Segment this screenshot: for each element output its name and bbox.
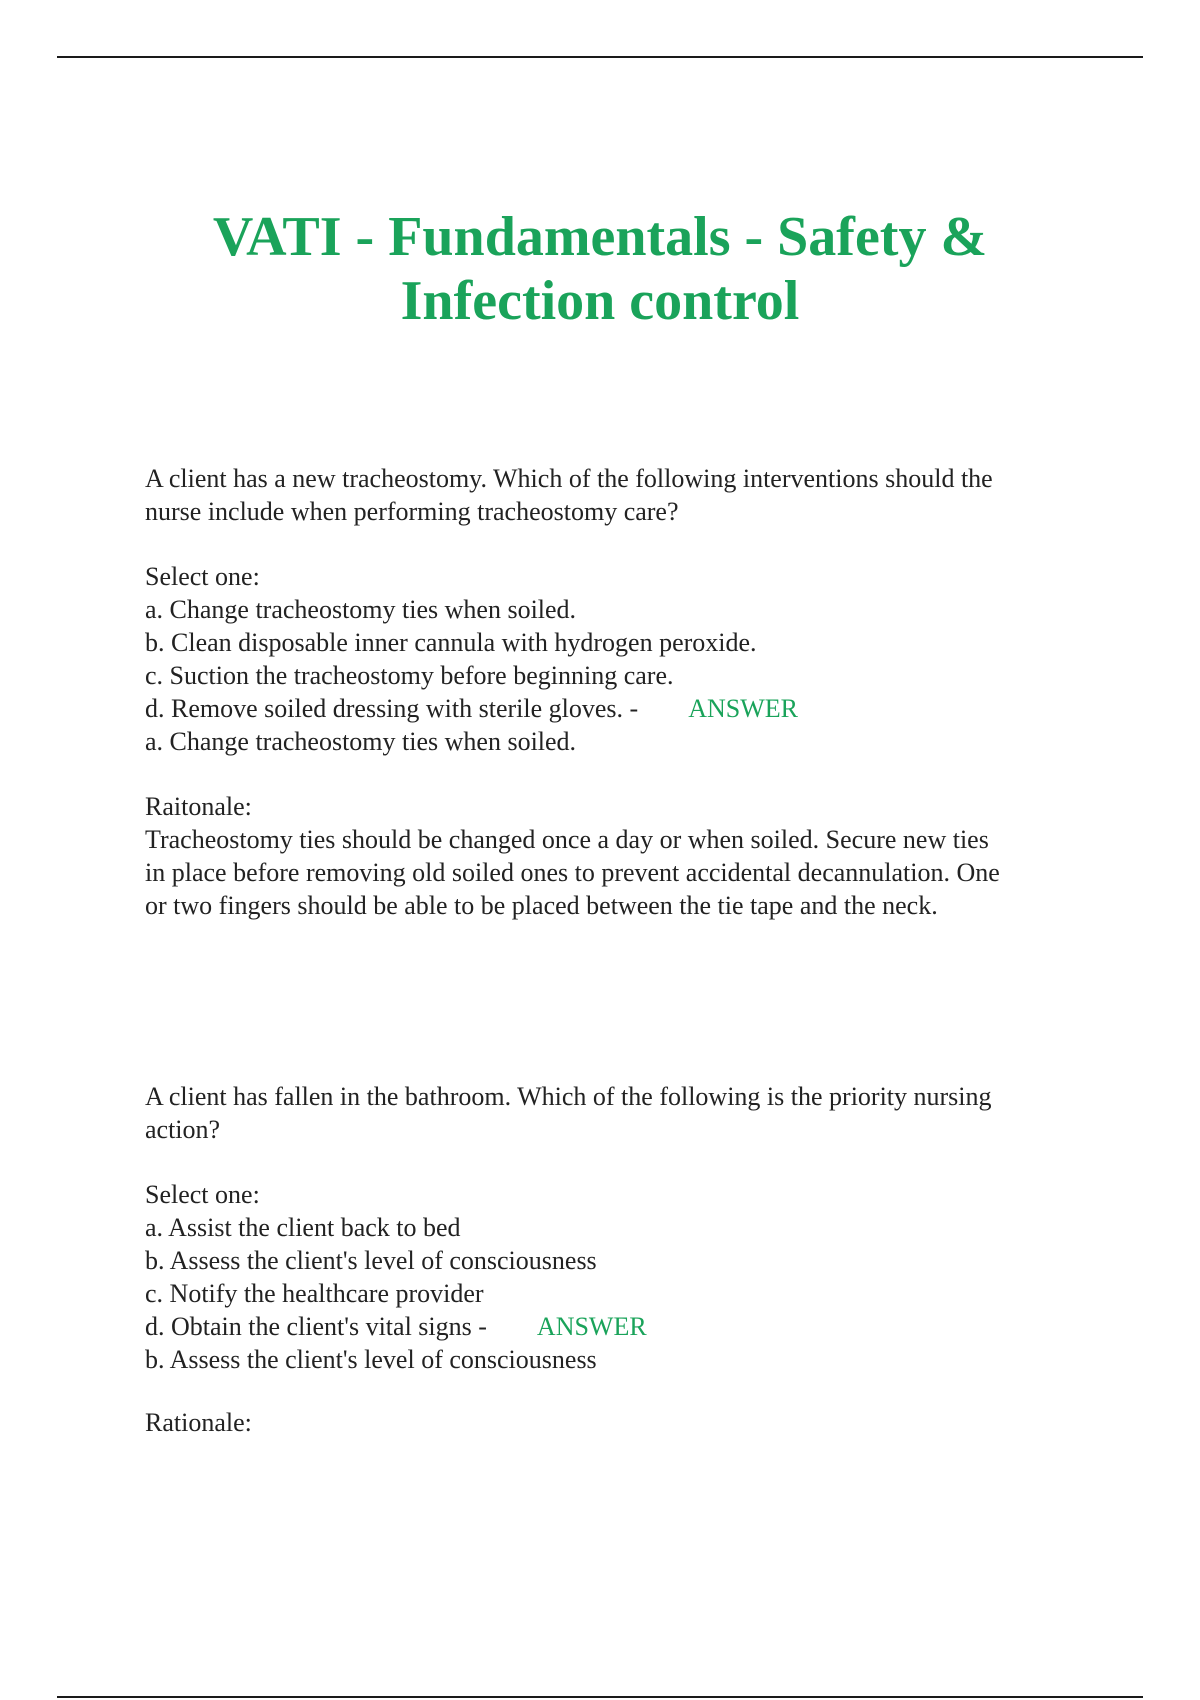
question-2-line-1: A client has fallen in the bathroom. Which of the following is the priority nursing [145, 1082, 992, 1111]
question-2-text [145, 1080, 1085, 1146]
answer-text: a. Change tracheostomy ties when soiled. [145, 727, 577, 756]
question-1-rationale [145, 790, 1085, 922]
title-line-2: Infection control [400, 270, 800, 332]
option-d: d. Remove soiled dressing with sterile gloves. - [145, 694, 639, 723]
option-d-row [145, 1310, 1085, 1343]
answer-tag: ANSWER [688, 694, 798, 723]
question-1-options [145, 560, 1085, 758]
rationale-label: Rationale: [145, 1408, 252, 1437]
question-2-options [145, 1178, 1085, 1376]
question-2-line-2: action? [145, 1115, 221, 1144]
option-b: b. Assess the client's level of consciousness [145, 1246, 597, 1275]
answer-tag: ANSWER [536, 1312, 647, 1341]
rationale-line-2: in place before removing old soiled ones to prevent accidental decannulation. One [145, 858, 1000, 887]
title-line-1: VATI - Fundamentals - Safety & [212, 206, 988, 268]
option-d: d. Obtain the client's vital signs - [145, 1312, 487, 1341]
top-rule [57, 56, 1143, 58]
question-1-line-2: nurse include when performing tracheostomy care? [145, 497, 679, 526]
question-1-line-1: A client has a new tracheostomy. Which of the following interventions should the [145, 464, 993, 493]
option-d-row [145, 692, 1085, 725]
select-one-label: Select one: [145, 1180, 260, 1209]
option-c: c. Notify the healthcare provider [145, 1279, 484, 1308]
bottom-rule [57, 1696, 1143, 1698]
option-a: a. Assist the client back to bed [145, 1213, 461, 1242]
answer-text: b. Assess the client's level of consciousness [145, 1345, 597, 1374]
question-1-text [145, 462, 1085, 528]
rationale-line-3: or two fingers should be able to be placed between the tie tape and the neck. [145, 891, 938, 920]
option-c: c. Suction the tracheostomy before beginning care. [145, 661, 674, 690]
select-one-label: Select one: [145, 562, 260, 591]
option-b: b. Clean disposable inner cannula with hydrogen peroxide. [145, 628, 757, 657]
question-2-rationale [145, 1406, 1085, 1439]
rationale-line-1: Tracheostomy ties should be changed once a day or when soiled. Secure new ties [145, 825, 989, 854]
option-a: a. Change tracheostomy ties when soiled. [145, 595, 577, 624]
document-title [100, 205, 1100, 333]
rationale-label: Raitonale: [145, 792, 252, 821]
